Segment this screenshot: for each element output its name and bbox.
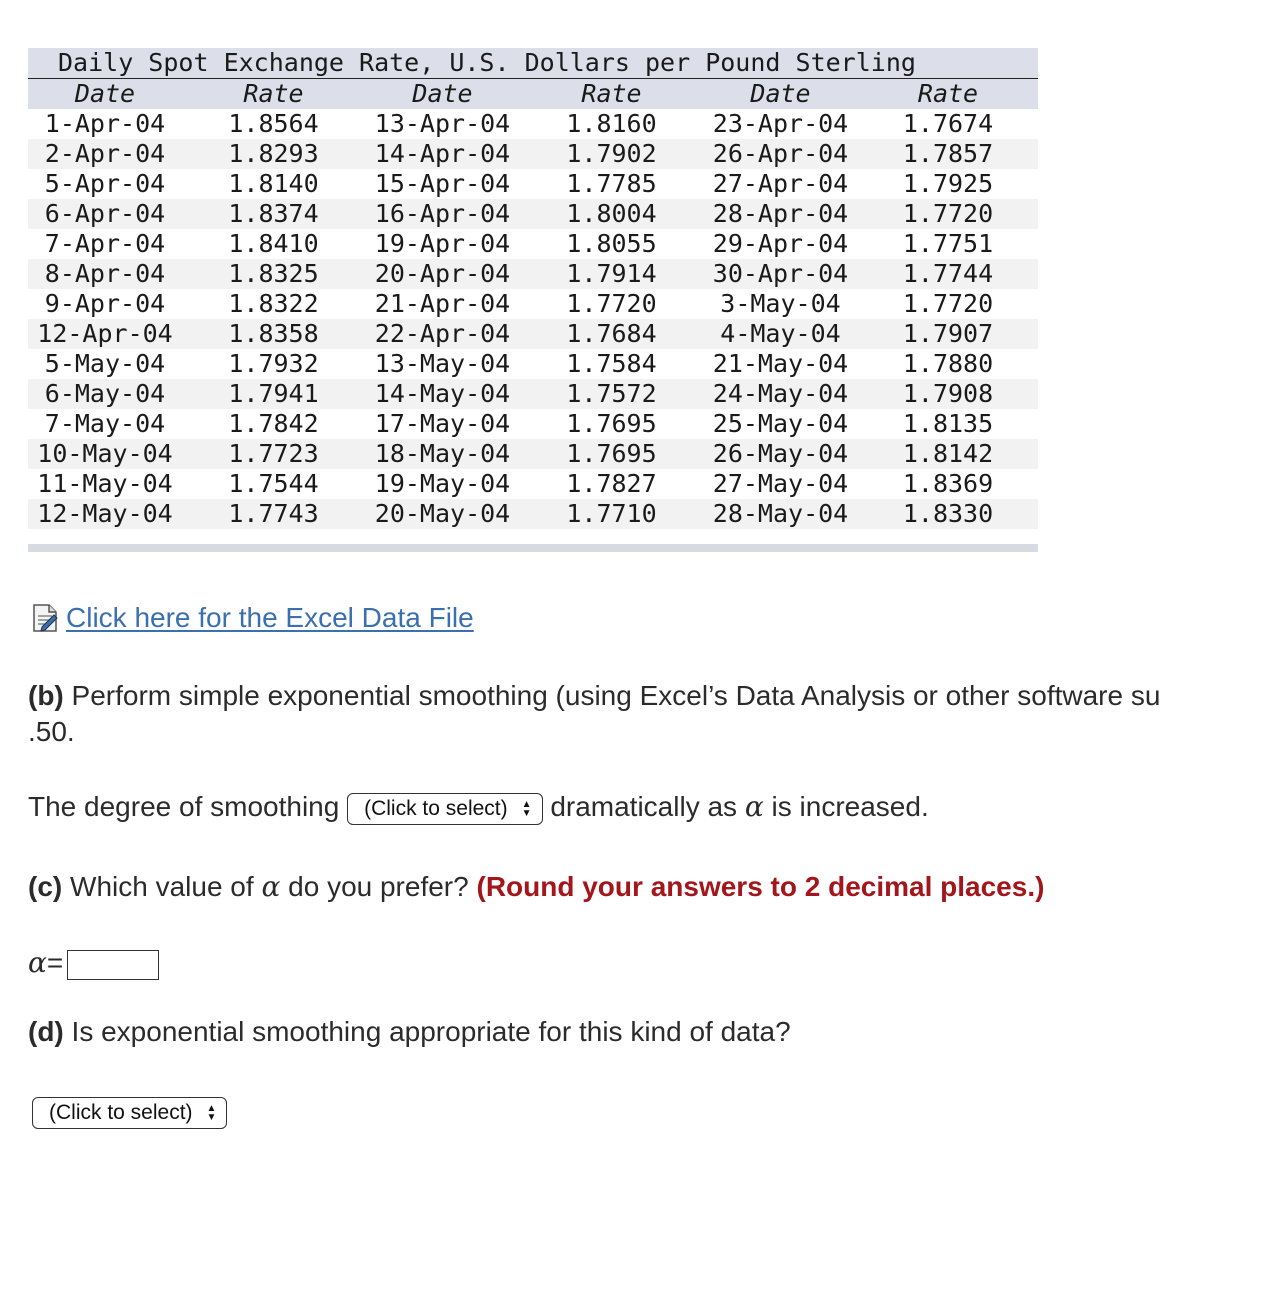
rate-cell: 1.8293 (228, 139, 319, 168)
date-cell: 26-May-04 (712, 439, 849, 468)
part-c-question (28, 870, 1044, 903)
table-row (28, 139, 1038, 169)
date-cell: 20-May-04 (374, 499, 511, 528)
alpha-symbol: α (261, 870, 281, 903)
rate-cell: 1.7925 (902, 169, 994, 198)
rate-cell: 1.7710 (566, 499, 657, 528)
part-d-select[interactable] (32, 1097, 227, 1129)
table-row (28, 289, 1038, 319)
date-cell: 26-Apr-04 (712, 139, 849, 168)
rate-cell: 1.7744 (902, 259, 994, 288)
date-cell: 23-Apr-04 (712, 109, 849, 138)
date-cell: 22-Apr-04 (374, 319, 511, 348)
date-cell: 5-Apr-04 (44, 169, 166, 198)
smoothing-text-after-a: dramatically as (550, 791, 738, 822)
rate-cell: 1.7932 (228, 349, 319, 378)
date-cell: 12-Apr-04 (37, 319, 173, 348)
rate-cell: 1.8374 (228, 199, 319, 228)
date-cell: 9-Apr-04 (44, 289, 166, 318)
rate-cell: 1.8564 (228, 109, 319, 138)
column-header: Rate (581, 79, 642, 108)
part-b-text: Perform simple exponential smoothing (using Excel’s Data Analysis or other software su (71, 680, 1161, 711)
table-row (28, 319, 1038, 349)
alpha-answer-row (28, 946, 159, 980)
rate-cell: 1.7723 (228, 439, 319, 468)
date-cell: 27-Apr-04 (712, 169, 849, 198)
rate-cell: 1.7751 (902, 229, 994, 258)
table-row (28, 499, 1038, 529)
table-row (28, 259, 1038, 289)
excel-data-link[interactable] (30, 602, 474, 634)
part-d-question (28, 1016, 791, 1048)
rate-cell: 1.7584 (566, 349, 657, 378)
table-footer-bar (28, 544, 1038, 552)
date-cell: 24-May-04 (712, 379, 849, 408)
rate-cell: 1.7914 (566, 259, 657, 288)
date-cell: 21-May-04 (712, 349, 849, 378)
select-value: (Click to select) (364, 796, 508, 820)
date-cell: 1-Apr-04 (44, 109, 166, 138)
table-row (28, 109, 1038, 139)
rate-cell: 1.7842 (228, 409, 319, 438)
date-cell: 25-May-04 (712, 409, 849, 438)
date-cell: 14-May-04 (374, 379, 511, 408)
rate-cell: 1.8004 (566, 199, 657, 228)
date-cell: 15-Apr-04 (374, 169, 511, 198)
date-cell: 10-May-04 (37, 439, 173, 468)
table-row (28, 439, 1038, 469)
part-d-label: (d) (28, 1016, 64, 1047)
date-cell: 18-May-04 (374, 439, 511, 468)
table-row (28, 469, 1038, 499)
table-row (28, 349, 1038, 379)
rate-cell: 1.8358 (228, 319, 319, 348)
alpha-label: α (28, 946, 47, 979)
part-d-select-wrapper (32, 1095, 227, 1129)
table-row (28, 199, 1038, 229)
part-c-text-a: Which value of (70, 871, 254, 902)
date-cell: 12-May-04 (37, 499, 173, 528)
smoothing-text-after-b: is increased. (771, 791, 929, 822)
date-cell: 8-Apr-04 (44, 259, 166, 288)
part-b-continuation: .50. (28, 716, 75, 747)
select-value: (Click to select) (49, 1100, 193, 1124)
rate-cell: 1.7695 (566, 439, 657, 468)
rate-cell: 1.8330 (902, 499, 994, 528)
date-cell: 29-Apr-04 (712, 229, 849, 258)
date-cell: 28-Apr-04 (712, 199, 849, 228)
table-row (28, 169, 1038, 199)
table-row (28, 409, 1038, 439)
column-header: Rate (917, 79, 979, 108)
date-cell: 30-Apr-04 (712, 259, 849, 288)
rate-cell: 1.7544 (228, 469, 319, 498)
rate-cell: 1.7674 (902, 109, 994, 138)
date-cell: 3-May-04 (720, 289, 841, 318)
smoothing-sentence (28, 790, 929, 825)
date-cell: 4-May-04 (720, 319, 841, 348)
rate-cell: 1.8135 (902, 409, 994, 438)
alpha-answer-input[interactable] (67, 950, 159, 980)
part-b-question (28, 680, 1160, 712)
rate-cell: 1.7941 (228, 379, 319, 408)
smoothing-degree-select[interactable] (347, 793, 542, 825)
rate-cell: 1.7743 (228, 499, 319, 528)
date-cell: 2-Apr-04 (44, 139, 166, 168)
document-icon (30, 603, 60, 633)
rate-cell: 1.7720 (902, 289, 994, 318)
date-cell: 14-Apr-04 (374, 139, 511, 168)
rate-cell: 1.8055 (566, 229, 657, 258)
date-cell: 21-Apr-04 (374, 289, 511, 318)
date-cell: 5-May-04 (44, 349, 166, 378)
rate-cell: 1.7908 (902, 379, 994, 408)
smoothing-text-before: The degree of smoothing (28, 791, 340, 822)
rate-cell: 1.7907 (902, 319, 994, 348)
exchange-rate-table (28, 48, 1038, 529)
column-header: Date (750, 79, 811, 108)
excel-link-text[interactable]: Click here for the Excel Data File (66, 602, 474, 633)
rate-cell: 1.7572 (566, 379, 657, 408)
date-cell: 11-May-04 (37, 469, 173, 498)
rate-cell: 1.8142 (902, 439, 994, 468)
date-cell: 6-Apr-04 (44, 199, 166, 228)
date-cell: 20-Apr-04 (374, 259, 511, 288)
date-cell: 17-May-04 (374, 409, 511, 438)
rounding-instruction: (Round your answers to 2 decimal places.) (476, 871, 1045, 902)
table-row (28, 379, 1038, 409)
rate-cell: 1.7720 (566, 289, 657, 318)
rate-cell: 1.7827 (566, 469, 657, 498)
rate-cell: 1.8410 (228, 229, 319, 258)
rate-cell: 1.7857 (902, 139, 994, 168)
rate-cell: 1.7880 (902, 349, 994, 378)
rate-cell: 1.8325 (228, 259, 319, 288)
date-cell: 27-May-04 (712, 469, 849, 498)
column-header: Date (74, 79, 136, 108)
table-row (28, 229, 1038, 259)
table-header-row (28, 79, 1038, 109)
rate-cell: 1.7695 (566, 409, 657, 438)
part-b-label: (b) (28, 680, 64, 711)
date-cell: 6-May-04 (44, 379, 166, 408)
part-c-text-b: do you prefer? (288, 871, 469, 902)
rate-cell: 1.7720 (902, 199, 994, 228)
rate-cell: 1.7785 (566, 169, 657, 198)
part-d-text: Is exponential smoothing appropriate for this kind of data? (71, 1016, 791, 1047)
date-cell: 7-May-04 (44, 409, 166, 438)
rate-cell: 1.7684 (566, 319, 657, 348)
date-cell: 28-May-04 (712, 499, 849, 528)
rate-cell: 1.8369 (902, 469, 994, 498)
date-cell: 7-Apr-04 (44, 229, 166, 258)
date-cell: 19-May-04 (374, 469, 511, 498)
rate-cell: 1.7902 (566, 139, 657, 168)
equals-sign: = (46, 947, 64, 978)
table-body (28, 109, 1038, 529)
alpha-symbol: α (744, 790, 764, 823)
part-c-label: (c) (28, 871, 63, 902)
table-title: Daily Spot Exchange Rate, U.S. Dollars per Pound Sterling (28, 48, 1038, 79)
select-arrows-icon: ▲ ▼ (206, 1102, 217, 1123)
rate-cell: 1.8140 (228, 169, 319, 198)
date-cell: 13-May-04 (374, 349, 511, 378)
rate-cell: 1.8322 (228, 289, 319, 318)
date-cell: 13-Apr-04 (374, 109, 511, 138)
column-header: Rate (243, 79, 304, 108)
date-cell: 19-Apr-04 (374, 229, 511, 258)
rate-cell: 1.8160 (566, 109, 657, 138)
select-arrows-icon: ▲ ▼ (521, 798, 532, 819)
date-cell: 16-Apr-04 (374, 199, 511, 228)
column-header: Date (412, 79, 473, 108)
